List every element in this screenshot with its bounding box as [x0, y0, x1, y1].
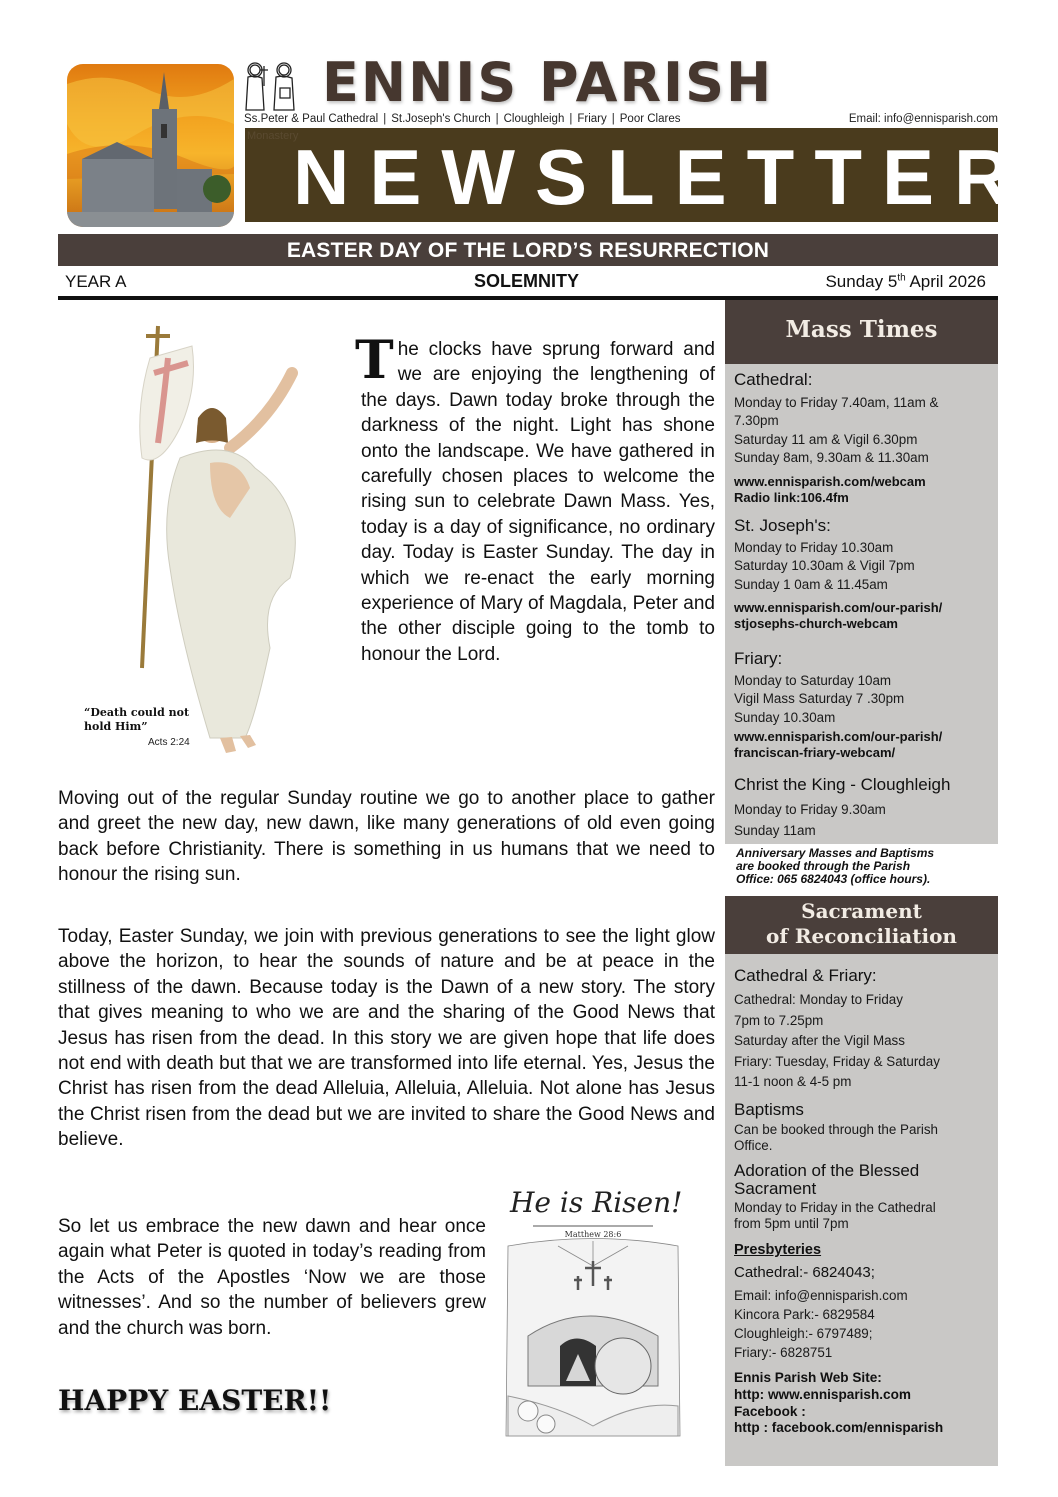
separator: | — [495, 113, 499, 125]
cathedral-heading: Cathedral: — [734, 370, 813, 389]
presbytery-cathedral: Cathedral:- 6824043; — [734, 1264, 875, 1281]
time-line: Saturday 11 am & Vigil 6.30pm — [734, 431, 918, 447]
card-reference: Matthew 28:6 — [564, 1230, 622, 1239]
date-ordinal: th — [897, 272, 906, 284]
adoration-times — [734, 1200, 996, 1232]
st-josephs-times — [734, 539, 996, 594]
facebook-link[interactable]: http : facebook.com/ennisparish — [734, 1420, 944, 1436]
facebook-label: Facebook : — [734, 1403, 806, 1419]
article-paragraph: Today, Easter Sunday, we join with previous generations to see the light glow above the horizon, to hear the sounds of nature and be at peace in the stillness of the dawn. Because today is the Dawn of a new story. The story that gives meaning to who we are and the sharing of the Good News that Jesus has risen from the dead. In this story we are given hope that life does not end with death but that we are transformed into life eternal. Yes, Jesus the Christ has risen from the dead Alleluia, Alleluia, Alleluia. Not alone has Jesus the Christ risen from the dead but we are invited to share the Good News and believe. — [58, 926, 715, 1151]
contact-line: Kincora Park:- 6829584 — [734, 1307, 875, 1322]
header-email: Email: info@ennisparish.com — [848, 113, 998, 125]
saints-logo-icon — [240, 62, 302, 112]
contact-line: Cloughleigh:- 6797489; — [734, 1326, 873, 1341]
link-line[interactable]: www.ennisparish.com/our-parish/ — [734, 600, 943, 615]
website-link[interactable]: http: www.ennisparish.com — [734, 1386, 911, 1402]
info-line: Office. — [734, 1138, 773, 1153]
time-line: Cathedral: Monday to Friday — [734, 992, 903, 1007]
friary-webcam-link[interactable] — [734, 729, 996, 761]
note-line: Anniversary Masses and Baptisms — [736, 846, 935, 860]
feast-title: EASTER DAY OF THE LORD’S RESURRECTION — [58, 234, 998, 266]
time-line: Sunday 11am — [734, 823, 816, 838]
st-josephs-heading: St. Joseph's: — [734, 516, 831, 535]
mass-times-heading: Mass Times — [725, 300, 998, 364]
time-line: 11-1 noon & 4-5 pm — [734, 1074, 852, 1090]
liturgical-year: YEAR A — [65, 272, 127, 291]
date-prefix: Sunday 5 — [825, 272, 898, 291]
time-line: Monday to Saturday 10am — [734, 673, 892, 688]
issue-date — [825, 272, 986, 292]
cloughleigh-times — [734, 799, 996, 841]
time-line: Sunday 8am, 9.30am & 11.30am — [734, 450, 929, 466]
church-cloughleigh: Cloughleigh — [503, 113, 565, 125]
friary-times — [734, 672, 996, 727]
cathedral-photo — [67, 64, 234, 227]
contact-line: Friary:- 6828751 — [734, 1345, 833, 1360]
presbytery-contacts — [734, 1286, 996, 1362]
time-line: Sunday 1 0am & 11.45am — [734, 576, 888, 592]
info-line: Can be booked through the Parish — [734, 1122, 938, 1137]
card-title: He is Risen! — [510, 1186, 683, 1219]
time-line: 7.30pm — [734, 413, 779, 429]
church-st-josephs: St.Joseph's Church — [391, 113, 491, 125]
time-line: Sunday 10.30am — [734, 709, 836, 725]
article-paragraph: So let us embrace the new dawn and hear once again what Peter is quoted in today’s reading from the Acts of the Apostles ‘Now we are those witnesses’. And so the number of believers grew and the church was born. — [58, 1216, 486, 1339]
time-line: Monday to Friday 9.30am — [734, 802, 886, 817]
website-label: Ennis Parish Web Site: — [734, 1370, 882, 1385]
faint-monastery-label: Monastery — [247, 130, 299, 142]
baptisms-heading: Baptisms — [734, 1100, 804, 1119]
churches-list — [244, 113, 680, 125]
figure-quote: “Death could not hold Him” — [84, 706, 190, 733]
article-intro — [355, 330, 715, 667]
link-line[interactable]: franciscan-friary-webcam/ — [734, 745, 896, 760]
reconciliation-times — [734, 990, 996, 1093]
note-line: Office: 065 6824043 (office hours). — [736, 872, 931, 886]
solemnity-label: SOLEMNITY — [474, 271, 580, 291]
empty-tomb-illustration — [498, 1186, 688, 1442]
closing-greeting: HAPPY EASTER!! — [58, 1384, 332, 1417]
time-line: 7pm to 7.25pm — [734, 1012, 824, 1028]
reconciliation-subheading: Cathedral & Friary: — [734, 966, 877, 985]
link-line[interactable]: www.ennisparish.com/our-parish/ — [734, 729, 943, 744]
time-line: Monday to Friday in the Cathedral — [734, 1200, 936, 1215]
st-josephs-webcam-link[interactable] — [734, 600, 996, 632]
cathedral-links — [734, 474, 996, 506]
reconciliation-heading — [725, 896, 998, 954]
friary-heading: Friary: — [734, 649, 783, 668]
time-line: Saturday 10.30am & Vigil 7pm — [734, 558, 915, 574]
time-line: from 5pm until 7pm — [734, 1216, 849, 1231]
newsletter-banner — [245, 128, 1031, 222]
heading-line: Sacrament — [734, 1179, 817, 1198]
presbyteries-heading: Presbyteries — [734, 1242, 822, 1258]
time-line: Vigil Mass Saturday 7 .30pm — [734, 691, 905, 707]
time-line: Monday to Friday 10.30am — [734, 540, 894, 555]
risen-christ-image — [80, 318, 330, 763]
church-friary: Friary — [577, 113, 607, 125]
anniversary-note — [736, 847, 998, 886]
contact-email[interactable]: Email: info@ennisparish.com — [734, 1288, 908, 1303]
radio-link: Radio link:106.4fm — [734, 490, 849, 505]
note-line: are booked through the Parish — [736, 859, 911, 873]
web-info — [734, 1370, 996, 1437]
cloughleigh-heading: Christ the King - Cloughleigh — [734, 775, 951, 794]
church-poor-clares: Poor Clares — [619, 113, 681, 125]
heading-line: Sacrament — [801, 899, 922, 923]
church-cathedral: Ss.Peter & Paul Cathedral — [244, 113, 379, 125]
separator: | — [569, 113, 573, 125]
baptisms-info — [734, 1122, 996, 1154]
heading-line: of Reconciliation — [766, 924, 957, 948]
newsletter-title: NEWSLETTER — [293, 133, 1031, 221]
separator: | — [383, 113, 387, 125]
figure-reference: Acts 2:24 — [148, 737, 190, 748]
drop-cap: T — [355, 330, 394, 391]
article-intro-text: he clocks have sprung forward and we are enjoying the lengthening of the days. Dawn today broke through the darkness of the night. Light has shone onto the landscape. We have gathered in carefully chosen places to welcome the rising sun to celebrate Dawn Mass. Yes, today is a day of significance, no ordinary day. Today is Easter Sunday. The day in which we re-enact the early morning experience of Mary of Magdala, Peter and the other disciple going to the tomb to honour the Lord. — [361, 339, 715, 665]
adoration-heading — [734, 1162, 996, 1198]
separator: | — [611, 113, 615, 125]
time-line: Monday to Friday 7.40am, 11am & — [734, 395, 939, 410]
date-rest: April 2026 — [905, 272, 986, 291]
heading-line: Adoration of the Blessed — [734, 1161, 920, 1180]
parish-title: ENNIS PARISH — [322, 51, 774, 114]
link-line[interactable]: stjosephs-church-webcam — [734, 616, 898, 631]
article-paragraph: Moving out of the regular Sunday routine we go to another place to gather and greet the new day, new dawn, like many generations of old even going back before Christianity. There is something in us humans that we need to honour the rising sun. — [58, 788, 715, 886]
time-line: Friary: Tuesday, Friday & Saturday — [734, 1053, 940, 1069]
cathedral-webcam-link[interactable]: www.ennisparish.com/webcam — [734, 474, 926, 489]
time-line: Saturday after the Vigil Mass — [734, 1033, 905, 1049]
cathedral-times — [734, 394, 996, 468]
